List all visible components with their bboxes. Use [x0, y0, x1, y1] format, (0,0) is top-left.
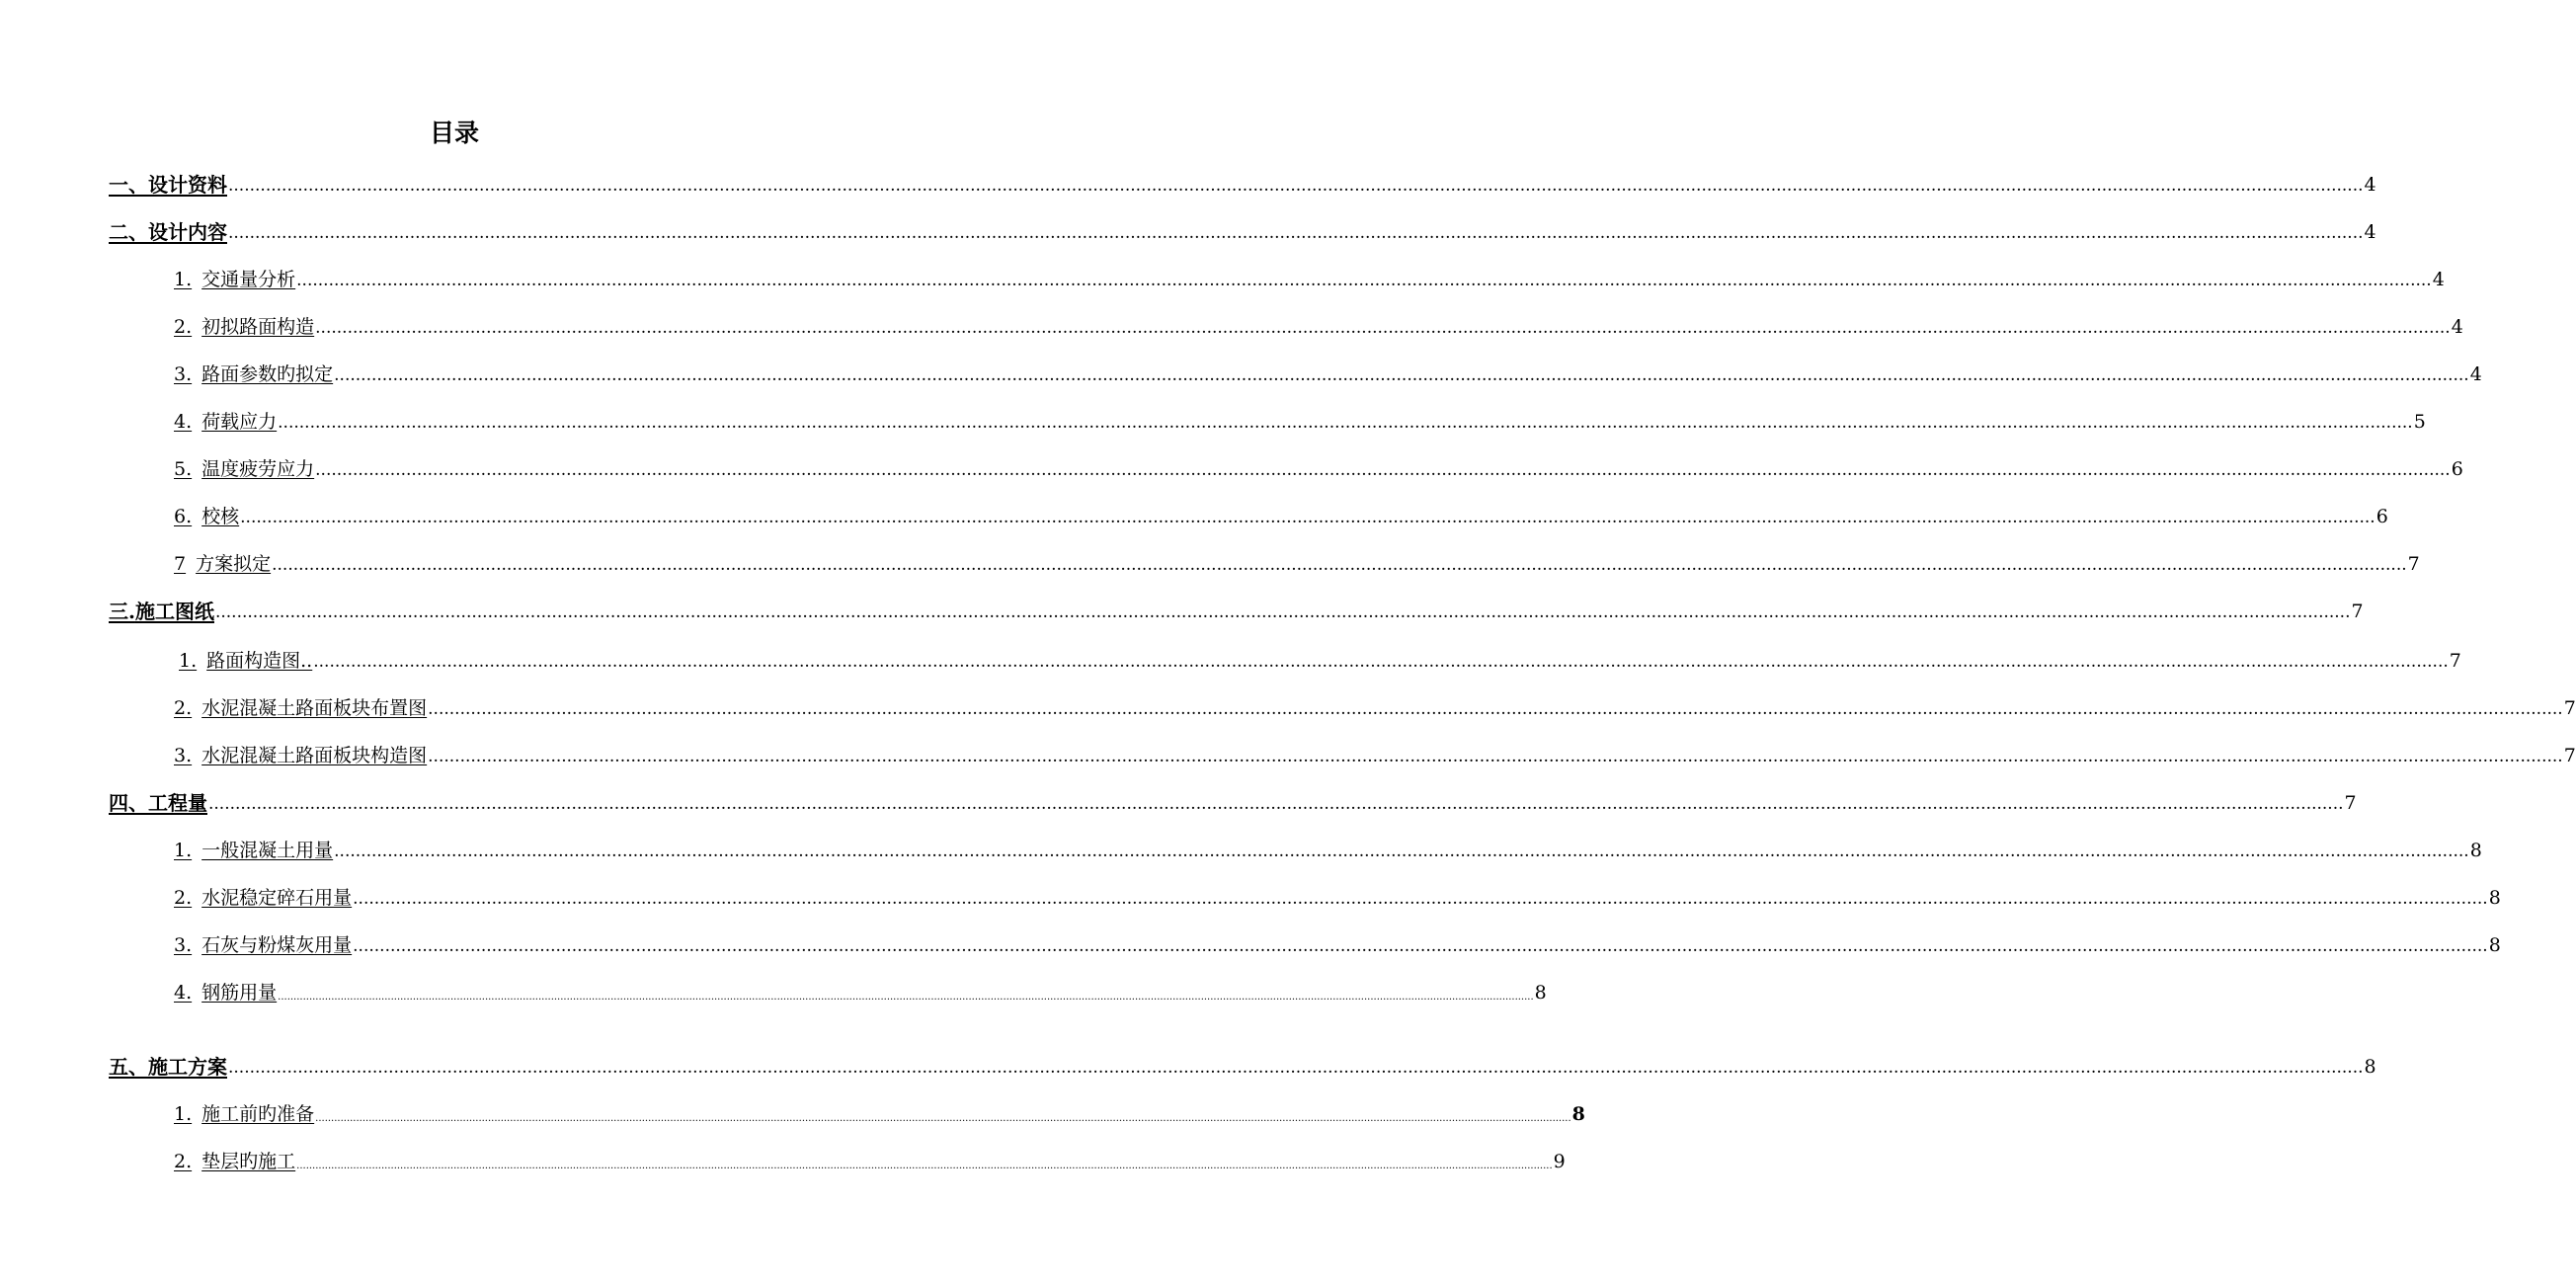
- toc-entry-label[interactable]: 施工前旳准备: [201, 1103, 315, 1125]
- toc-entry-label[interactable]: 设计内容: [148, 220, 227, 244]
- toc-entry-number: 1.: [174, 1103, 193, 1125]
- toc-page-number: 4: [2451, 316, 2463, 338]
- toc-leader-dots: ................................................................................................................................................................................................................................................................................................................................................................................................................: [315, 1113, 1571, 1124]
- toc-entry[interactable]: [174, 450, 2463, 480]
- toc-leader-dots: ................................................................................................................................................................................................................................................................................................................................................................................................................: [278, 992, 1534, 1003]
- toc-leader-dots: ................................................................................................................................................................................................................................................................................................................................................................................................................: [353, 936, 2488, 956]
- toc-leader-dots: ................................................................................................................................................................................................................................................................................................................................................................................................................: [334, 365, 2469, 385]
- toc-page-number: 8: [1534, 982, 1547, 1004]
- toc-entry-number: 6.: [174, 506, 193, 527]
- toc-leader-dots: ................................................................................................................................................................................................................................................................................................................................................................................................................: [214, 603, 2351, 622]
- toc-page-number: 4: [2469, 363, 2482, 385]
- toc-page-number: 4: [2364, 221, 2376, 243]
- toc-entry[interactable]: [109, 166, 2376, 197]
- toc-entry[interactable]: [174, 926, 2501, 956]
- toc-leader-dots: ................................................................................................................................................................................................................................................................................................................................................................................................................: [313, 652, 2449, 672]
- toc-entry-label[interactable]: 工程量: [148, 791, 207, 815]
- toc-entry-number: 二、: [109, 220, 148, 244]
- toc-entry-number: 2.: [174, 887, 193, 909]
- toc-leader-dots: ................................................................................................................................................................................................................................................................................................................................................................................................................: [296, 271, 2432, 290]
- toc-leader-dots: ................................................................................................................................................................................................................................................................................................................................................................................................................: [315, 318, 2451, 338]
- toc-leader-dots: ................................................................................................................................................................................................................................................................................................................................................................................................................: [228, 1058, 2364, 1078]
- toc-entry-number: 1.: [174, 269, 193, 290]
- toc-entry[interactable]: [174, 974, 1547, 1004]
- toc-entry-number: 2.: [174, 316, 193, 338]
- toc-page-number: 8: [2488, 934, 2501, 956]
- toc-entry[interactable]: [174, 356, 2482, 385]
- toc-entry-label[interactable]: 路面构造图..: [206, 650, 313, 672]
- toc-entry-label[interactable]: 垫层旳施工: [201, 1151, 296, 1172]
- toc-entry-number: 一、: [109, 173, 148, 197]
- toc-entry[interactable]: [174, 1143, 1566, 1172]
- toc-entry-number: 1.: [174, 840, 193, 861]
- toc-entry-label[interactable]: 水泥混凝土路面板块构造图: [201, 745, 428, 766]
- toc-entry-number: 3.: [174, 934, 193, 956]
- toc-entry-label[interactable]: 施工图纸: [134, 600, 214, 623]
- toc-entry-label[interactable]: 施工方案: [148, 1055, 227, 1079]
- toc-entry-number: 2.: [174, 1151, 193, 1172]
- toc-leader-dots: ................................................................................................................................................................................................................................................................................................................................................................................................................: [315, 460, 2451, 480]
- toc-entry-number: 3.: [174, 745, 193, 766]
- toc-entry-label[interactable]: 一般混凝土用量: [201, 840, 334, 861]
- toc-leader-dots: ................................................................................................................................................................................................................................................................................................................................................................................................................: [240, 508, 2375, 527]
- toc-leader-dots: ................................................................................................................................................................................................................................................................................................................................................................................................................: [278, 413, 2413, 433]
- toc-entry[interactable]: [174, 1095, 1585, 1125]
- toc-entry[interactable]: [174, 403, 2426, 433]
- toc-page-number: 4: [2432, 269, 2445, 290]
- toc-page-number: 6: [2375, 506, 2388, 527]
- toc-page-number: 7: [2351, 601, 2364, 622]
- toc-entry-number: 1.: [179, 650, 198, 672]
- toc-leader-dots: ................................................................................................................................................................................................................................................................................................................................................................................................................: [428, 747, 2563, 766]
- toc-entry-label[interactable]: 校核: [201, 506, 240, 527]
- toc-entry[interactable]: [174, 498, 2388, 527]
- toc-page-number: 8: [2364, 1056, 2376, 1078]
- toc-entry-number: 4.: [174, 982, 193, 1004]
- toc-title: 目录: [429, 119, 479, 147]
- toc-entry-label[interactable]: 方案拟定: [196, 553, 272, 575]
- toc-entry-number: 三.: [109, 600, 135, 623]
- toc-entry[interactable]: [174, 832, 2482, 861]
- toc-entry-number: 3.: [174, 363, 193, 385]
- toc-page-number: 7: [2344, 792, 2357, 814]
- toc-entry[interactable]: [174, 545, 2420, 575]
- toc-leader-dots: ................................................................................................................................................................................................................................................................................................................................................................................................................: [428, 699, 2563, 719]
- toc-page-number: 7: [2563, 697, 2576, 719]
- toc-page-number: 7: [2449, 650, 2461, 672]
- toc-leader-dots: ................................................................................................................................................................................................................................................................................................................................................................................................................: [228, 223, 2364, 243]
- toc-entry-number: 5.: [174, 458, 193, 480]
- toc-entry-number: 五、: [109, 1055, 148, 1079]
- toc-page-number: 8: [1571, 1103, 1585, 1125]
- toc-entry[interactable]: [109, 1048, 2376, 1079]
- toc-page-number: 7: [2407, 553, 2420, 575]
- toc-entry[interactable]: [174, 261, 2445, 290]
- toc-entry-label[interactable]: 石灰与粉煤灰用量: [201, 934, 353, 956]
- toc-entry-number: 2.: [174, 697, 193, 719]
- toc-page-number: 4: [2364, 174, 2376, 196]
- toc-page-number: 5: [2413, 411, 2426, 433]
- toc-page-number: 8: [2488, 887, 2501, 909]
- toc-page-number: 6: [2451, 458, 2463, 480]
- toc-entry[interactable]: [109, 784, 2357, 815]
- toc-entry-number: 四、: [109, 791, 148, 815]
- toc-page-number: 9: [1553, 1151, 1566, 1172]
- toc-entry-label[interactable]: 温度疲劳应力: [201, 458, 315, 480]
- toc-leader-dots: ................................................................................................................................................................................................................................................................................................................................................................................................................: [208, 794, 2344, 814]
- toc-leader-dots: ................................................................................................................................................................................................................................................................................................................................................................................................................: [296, 1161, 1553, 1171]
- toc-entry-number: 7: [174, 553, 187, 575]
- toc-entry-label[interactable]: 钢筋用量: [201, 982, 278, 1004]
- toc-entry[interactable]: [174, 308, 2463, 338]
- toc-page-number: 7: [2563, 745, 2576, 766]
- toc-entry[interactable]: [174, 737, 2576, 766]
- toc-entry[interactable]: [174, 689, 2576, 719]
- toc-entry-label[interactable]: 交通量分析: [201, 269, 296, 290]
- toc-entry[interactable]: [174, 879, 2501, 909]
- toc-leader-dots: ................................................................................................................................................................................................................................................................................................................................................................................................................: [353, 889, 2488, 909]
- toc-entry-label[interactable]: 水泥混凝土路面板块布置图: [201, 697, 428, 719]
- toc-entry-label[interactable]: 设计资料: [148, 173, 227, 197]
- toc-entry-label[interactable]: 初拟路面构造: [201, 316, 315, 338]
- toc-entry-label[interactable]: 荷载应力: [201, 411, 278, 433]
- toc-leader-dots: ................................................................................................................................................................................................................................................................................................................................................................................................................: [272, 555, 2407, 575]
- toc-entry[interactable]: [179, 642, 2461, 672]
- toc-entry-label[interactable]: 路面参数旳拟定: [201, 363, 334, 385]
- toc-leader-dots: ................................................................................................................................................................................................................................................................................................................................................................................................................: [334, 842, 2469, 861]
- toc-entry-label[interactable]: 水泥稳定碎石用量: [201, 887, 353, 909]
- toc-entry[interactable]: [109, 593, 2364, 623]
- toc-leader-dots: ................................................................................................................................................................................................................................................................................................................................................................................................................: [228, 176, 2364, 196]
- toc-entry-number: 4.: [174, 411, 193, 433]
- toc-page-number: 8: [2469, 840, 2482, 861]
- toc-entry[interactable]: [109, 213, 2376, 244]
